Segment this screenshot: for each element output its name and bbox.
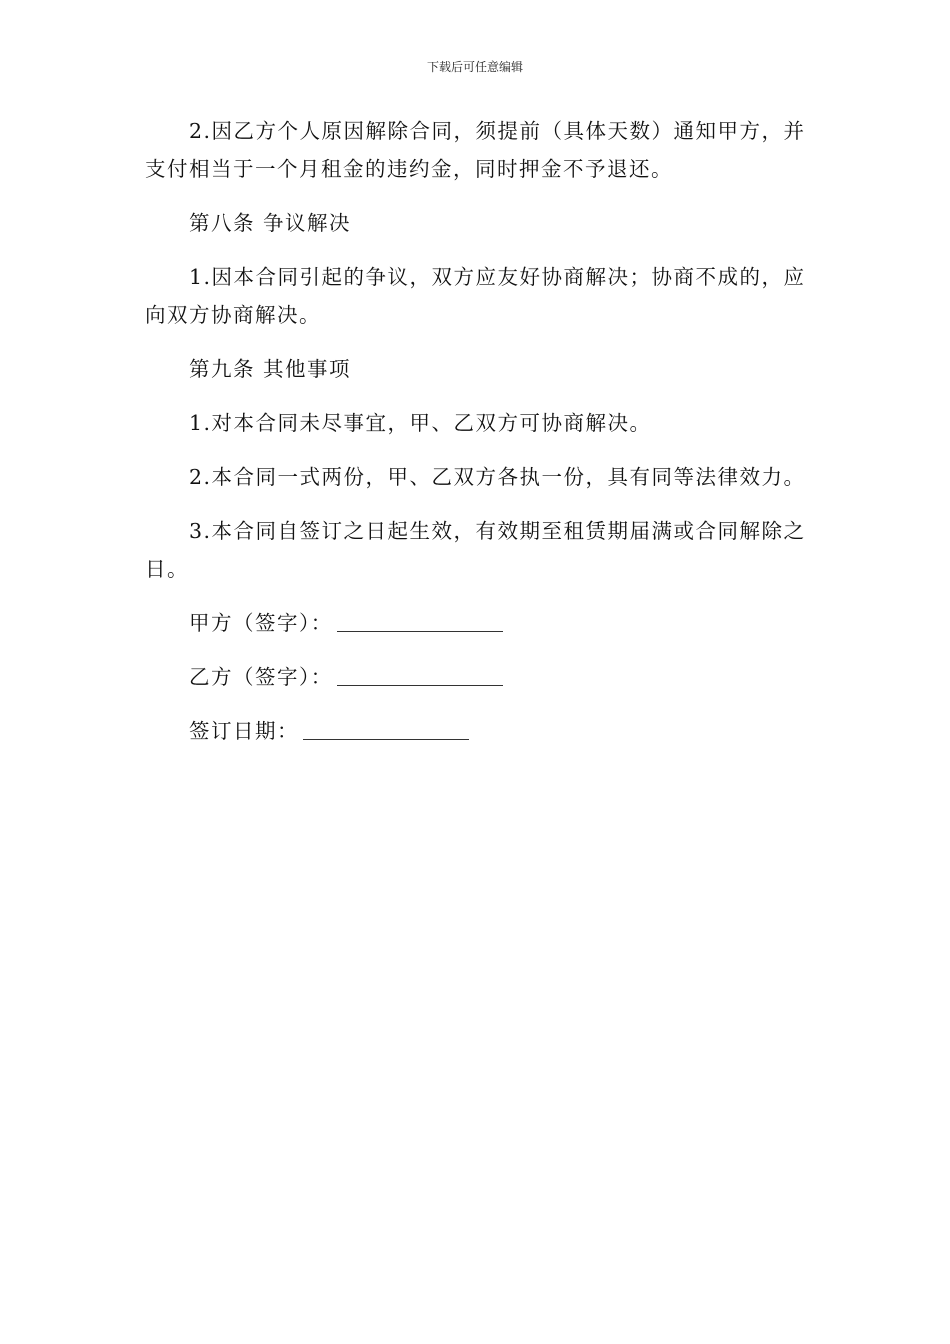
clause-other-matters-2: 2.本合同一式两份，甲、乙双方各执一份，具有同等法律效力。 (189, 465, 806, 489)
signature-party-a-label: 甲方（签字）： (189, 611, 333, 635)
article-9-heading: 第九条 其他事项 (189, 357, 352, 381)
signature-date-label: 签订日期： (189, 719, 299, 743)
signature-party-b-line (337, 663, 503, 686)
document-body (145, 112, 815, 766)
clause-termination-by-b: 2.因乙方个人原因解除合同，须提前（具体天数）通知甲方，并支付相当于一个月租金的违约金，同时押金不予退还。 (145, 119, 806, 181)
signature-party-a (145, 604, 815, 642)
signature-date-line (303, 717, 469, 740)
signature-party-b-label: 乙方（签字）： (189, 665, 333, 689)
article-8-heading: 第八条 争议解决 (189, 211, 352, 235)
clause-dispute-resolution: 1.因本合同引起的争议，双方应友好协商解决；协商不成的，应向双方协商解决。 (145, 265, 806, 327)
signature-date (145, 712, 815, 750)
clause-other-matters-3: 3.本合同自签订之日起生效，有效期至租赁期届满或合同解除之日。 (145, 519, 806, 581)
signature-party-b (145, 658, 815, 696)
clause-other-matters-1: 1.对本合同未尽事宜，甲、乙双方可协商解决。 (189, 411, 652, 435)
page-header: 下载后可任意编辑 (426, 60, 523, 74)
signature-party-a-line (337, 609, 503, 632)
